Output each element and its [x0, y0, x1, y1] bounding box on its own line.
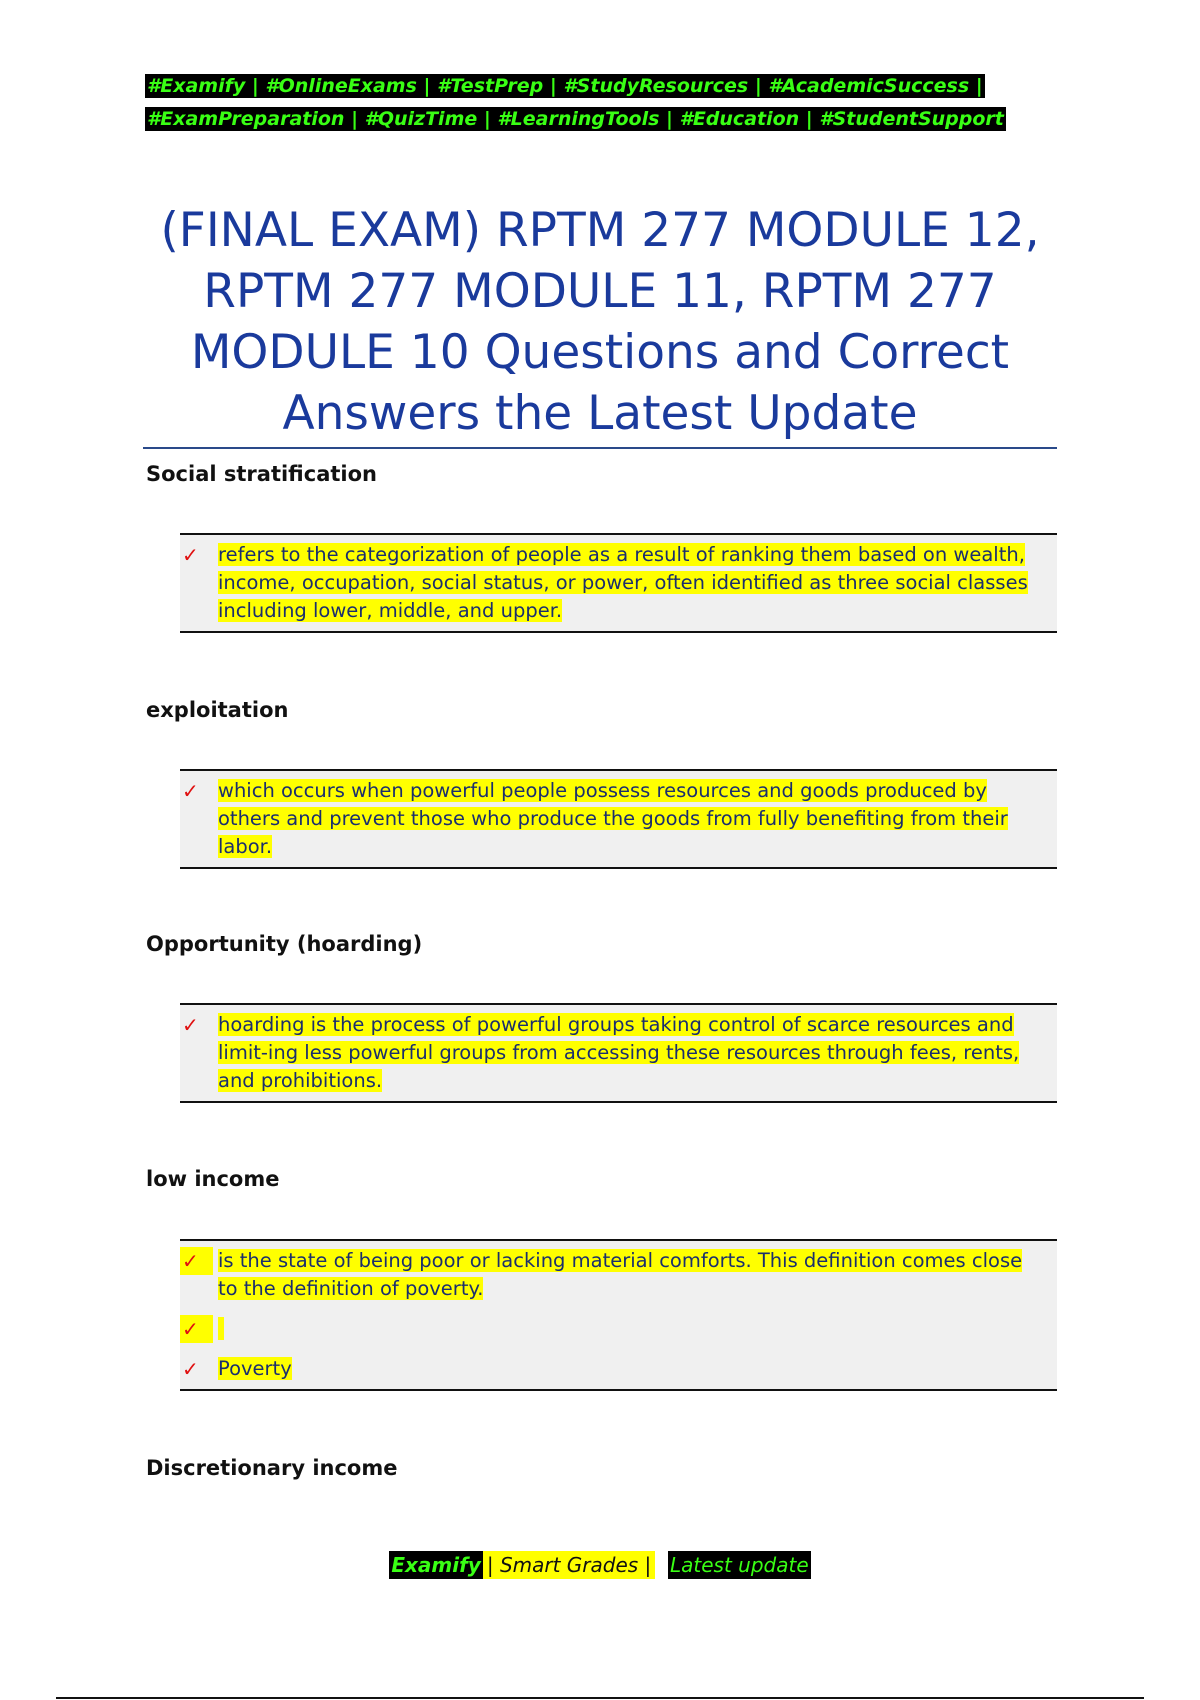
- question-term: Discretionary income: [146, 1456, 398, 1480]
- hashtag-banner: [145, 70, 1055, 136]
- document-title: [145, 200, 1055, 444]
- checkmark-icon: ✓: [182, 1357, 199, 1381]
- answer-item: [180, 1247, 1057, 1303]
- footer-smart-grades: | Smart Grades |: [483, 1551, 655, 1579]
- title-divider: [143, 447, 1057, 449]
- answer-item: [180, 777, 1057, 861]
- answer-box: [180, 1003, 1057, 1103]
- answer-text: is the state of being poor or lacking material comforts. This definition comes close to the definition of poverty.: [218, 1249, 1023, 1300]
- answer-box: [180, 1239, 1057, 1391]
- hashtag-line-2: #ExamPreparation | #QuizTime | #LearningTools | #Education | #StudentSupport: [147, 108, 1004, 130]
- title-line-3: MODULE 10 Questions and Correct: [190, 325, 1010, 380]
- checkmark-icon: ✓: [180, 1247, 213, 1275]
- page-footer: [0, 1553, 1200, 1577]
- answer-text: hoarding is the process of powerful groups taking control of scarce resources and limit-ing less powerful groups from accessing these resources through fees, rents, and prohibitions.: [218, 1013, 1020, 1092]
- question-term: exploitation: [146, 698, 289, 722]
- title-line-1: (FINAL EXAM) RPTM 277 MODULE 12,: [160, 203, 1040, 258]
- checkmark-icon: ✓: [182, 543, 199, 567]
- footer-brand: Examify: [391, 1553, 481, 1577]
- question-term: low income: [146, 1167, 280, 1191]
- answer-item: [180, 1011, 1057, 1095]
- question-term: Social stratification: [146, 462, 377, 486]
- checkmark-icon: ✓: [180, 1315, 213, 1343]
- answer-item: [180, 1315, 1057, 1343]
- title-line-2: RPTM 277 MODULE 11, RPTM 277: [203, 264, 997, 319]
- checkmark-icon: ✓: [182, 779, 199, 803]
- title-line-4: Answers the Latest Update: [282, 386, 918, 441]
- answer-text: Poverty: [218, 1357, 292, 1380]
- hashtag-line-1: #Examify | #OnlineExams | #TestPrep | #StudyResources | #AcademicSuccess |: [147, 75, 983, 97]
- answer-box: [180, 769, 1057, 869]
- answer-item: [180, 541, 1057, 625]
- answer-box: [180, 533, 1057, 633]
- answer-item: [180, 1355, 1057, 1383]
- footer-latest-update: Latest update: [670, 1553, 809, 1577]
- page-bottom-divider: [56, 1697, 1144, 1699]
- answer-text: which occurs when powerful people possess resources and goods produced by others and prevent those who produce the goods from fully benefiting from their labor.: [218, 779, 1008, 858]
- answer-text: refers to the categorization of people as a result of ranking them based on wealth, income, occupation, social status, or power, often identified as three social classes including lower, middle, and upper.: [218, 543, 1028, 622]
- question-term: Opportunity (hoarding): [146, 932, 423, 956]
- answer-text: [218, 1317, 224, 1340]
- checkmark-icon: ✓: [182, 1013, 199, 1037]
